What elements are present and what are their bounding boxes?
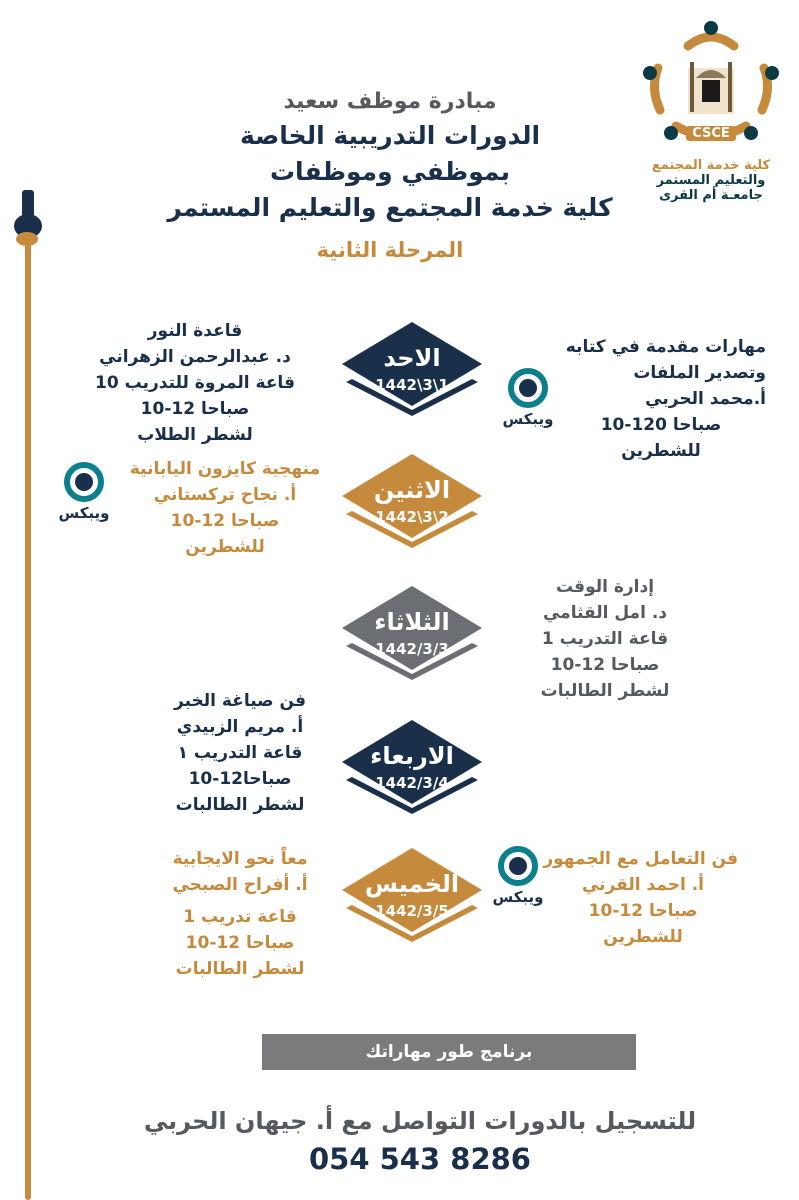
session-audience: للشطرين xyxy=(185,537,265,557)
webex-badge xyxy=(490,846,546,914)
timeline-ring xyxy=(16,232,38,246)
session-title: معاً نحو الايجابية xyxy=(172,849,308,869)
session-thursday-left xyxy=(130,846,350,982)
session-tuesday-right xyxy=(510,574,700,704)
session-audience: لشطر الطالبات xyxy=(540,681,670,701)
day-date: 1442\3\1 xyxy=(375,376,449,394)
timeline xyxy=(14,190,44,1200)
webex-badge xyxy=(56,462,112,530)
day-diamond-tuesday xyxy=(338,584,486,684)
logo-text-line3: جامعـة أم القرى xyxy=(659,188,763,203)
initiative-title: مبادرة موظف سعيد xyxy=(283,89,497,114)
session-room: قاعة التدريب 1 xyxy=(541,629,669,649)
session-room: قاعة المروة للتدريب 10 xyxy=(95,373,295,393)
session-title: فن صياغة الخبر xyxy=(174,691,306,711)
session-thursday-right xyxy=(543,846,738,950)
day-diamond-thursday xyxy=(338,846,486,946)
program-banner xyxy=(262,1034,636,1070)
session-room: قاعة تدريب 1 xyxy=(183,907,297,927)
day-name: الاربعاء xyxy=(370,742,454,770)
session-time: صباحا 120-10 xyxy=(600,415,722,435)
day-name: الاثنين xyxy=(373,476,451,504)
session-title: إدارة الوقت xyxy=(555,577,655,597)
day-name: الخميس xyxy=(364,870,460,898)
session-wednesday-left xyxy=(130,688,350,818)
webex-icon xyxy=(64,462,104,502)
day-date: 1442/3/3 xyxy=(375,640,449,658)
contact-text: للتسجيل بالدورات التواصل مع أ. جيهان الحربي xyxy=(143,1107,697,1135)
day-date: 1442\3\2 xyxy=(375,508,449,526)
program-banner-text: برنامج طور مهاراتك xyxy=(365,1042,533,1062)
session-audience: للشطرين xyxy=(603,927,683,947)
session-audience: لشطر الطالبات xyxy=(175,959,305,979)
session-sunday-left xyxy=(60,318,330,448)
title-line2: بموظفي وموظفات xyxy=(269,157,511,186)
session-trainer: أ. نجاح تركستاني xyxy=(153,485,297,505)
session-trainer: أ. احمد القرني xyxy=(581,875,705,895)
session-audience: لشطر الطالبات xyxy=(175,795,305,815)
day-date: 1442/3/5 xyxy=(375,902,449,920)
session-audience: لشطر الطلاب xyxy=(137,425,253,445)
day-diamond-sunday xyxy=(338,320,486,420)
session-trainer: د. امل القثامي xyxy=(542,603,668,623)
webex-label: ويبكس xyxy=(492,888,544,906)
logo-text-line1: كلية خدمة المجتمع xyxy=(651,158,771,173)
session-title: منهجية كايزون اليابانية xyxy=(129,459,321,479)
mosque-icon xyxy=(688,62,734,114)
timeline-bar xyxy=(25,234,31,1200)
day-diamond-wednesday xyxy=(338,718,486,818)
session-sunday-right xyxy=(556,334,766,464)
contact-phone: 054 543 8286 xyxy=(309,1142,531,1176)
day-diamond-monday xyxy=(338,452,486,552)
session-audience: للشطرين xyxy=(621,441,701,461)
webex-icon xyxy=(508,368,548,408)
session-time: صباحا12-10 xyxy=(188,769,292,789)
session-trainer: أ. مريم الزبيدي xyxy=(176,717,304,737)
title-line3: كلية خدمة المجتمع والتعليم المستمر xyxy=(167,193,613,222)
session-time: صباحا 12-10 xyxy=(170,511,280,531)
session-title-cont: وتصدير الملفات xyxy=(633,363,766,383)
session-time: صباحا 12-10 xyxy=(588,901,698,921)
session-time: صباحا 12-10 xyxy=(140,399,250,419)
phase-title: المرحلة الثانية xyxy=(316,238,464,262)
session-title: مهارات مقدمة في كتابه xyxy=(565,337,766,357)
webex-label: ويبكس xyxy=(58,504,110,522)
webex-icon xyxy=(498,846,538,886)
day-date: 1442/3/4 xyxy=(375,774,449,792)
session-trainer: د. عبدالرحمن الزهراني xyxy=(99,347,291,367)
session-trainer: أ.محمد الحربي xyxy=(645,389,766,409)
session-time: صباحا 12-10 xyxy=(185,933,295,953)
day-name: الاحد xyxy=(383,344,441,372)
logo-text-line2: والتعليم المستمر xyxy=(656,173,766,188)
session-monday-left xyxy=(110,456,340,560)
webex-badge xyxy=(500,368,556,436)
session-title: قاعدة النور xyxy=(147,321,243,341)
session-trainer: أ. أفراح الصبحي xyxy=(172,875,308,895)
session-room: قاعة التدريب ١ xyxy=(177,743,303,763)
college-logo xyxy=(636,18,786,208)
webex-label: ويبكس xyxy=(502,410,554,428)
session-title: فن التعامل مع الجمهور xyxy=(543,849,738,869)
day-name: الثلاثاء xyxy=(374,608,450,636)
logo-badge: CSCE xyxy=(686,126,736,141)
title-line1: الدورات التدريبية الخاصة xyxy=(239,121,541,150)
session-time: صباحا 12-10 xyxy=(550,655,660,675)
